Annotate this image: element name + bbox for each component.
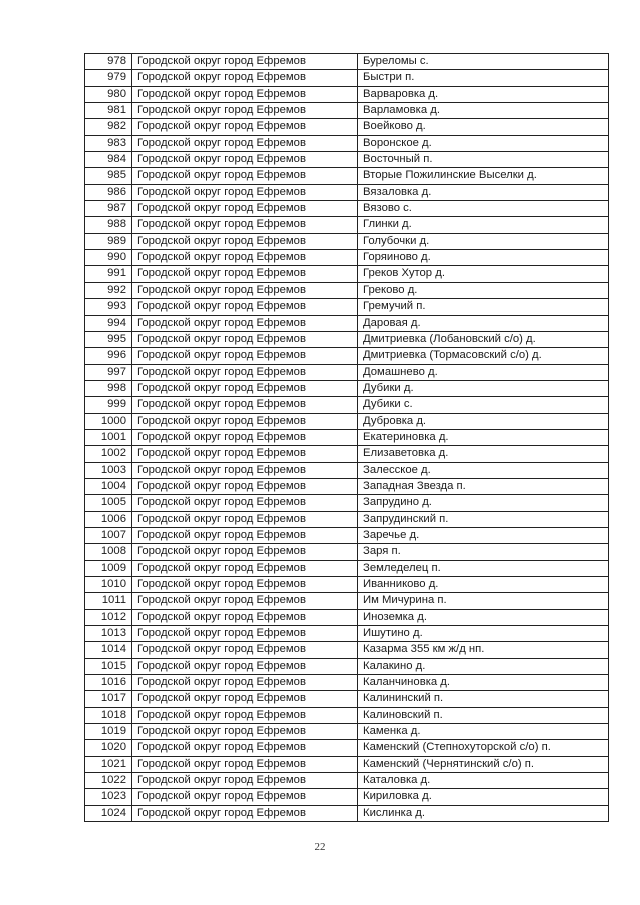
- settlement-cell: Дубики с.: [358, 397, 609, 412]
- settlement-cell: Быстри п.: [358, 70, 609, 85]
- table-row: [85, 119, 609, 135]
- table-row: [85, 201, 609, 217]
- row-number-cell: 1016: [85, 675, 132, 690]
- settlement-cell: Дмитриевка (Тормасовский с/о) д.: [358, 348, 609, 363]
- settlement-cell: Дмитриевка (Лобановский с/о) д.: [358, 332, 609, 347]
- settlement-cell: Казарма 355 км ж/д нп.: [358, 642, 609, 657]
- district-cell: Городской округ город Ефремов: [132, 593, 358, 608]
- settlement-cell: Западная Звезда п.: [358, 479, 609, 494]
- district-cell: Городской округ город Ефремов: [132, 544, 358, 559]
- row-number-cell: 992: [85, 283, 132, 298]
- district-cell: Городской округ город Ефремов: [132, 316, 358, 331]
- district-cell: Городской округ город Ефремов: [132, 757, 358, 772]
- row-number-cell: 1001: [85, 430, 132, 445]
- table-row: [85, 479, 609, 495]
- table-row: [85, 316, 609, 332]
- table-row: [85, 806, 609, 822]
- district-cell: Городской округ город Ефремов: [132, 70, 358, 85]
- table-row: [85, 740, 609, 756]
- row-number-cell: 991: [85, 266, 132, 281]
- row-number-cell: 984: [85, 152, 132, 167]
- table-row: [85, 757, 609, 773]
- settlement-cell: Голубочки д.: [358, 234, 609, 249]
- district-cell: Городской округ город Ефремов: [132, 463, 358, 478]
- settlement-cell: Ишутино д.: [358, 626, 609, 641]
- row-number-cell: 1011: [85, 593, 132, 608]
- settlement-cell: Каменка д.: [358, 724, 609, 739]
- table-row: [85, 299, 609, 315]
- table-row: [85, 577, 609, 593]
- settlement-cell: Кириловка д.: [358, 789, 609, 804]
- table-row: [85, 708, 609, 724]
- table-row: [85, 659, 609, 675]
- table-row: [85, 593, 609, 609]
- district-cell: Городской округ город Ефремов: [132, 234, 358, 249]
- row-number-cell: 1019: [85, 724, 132, 739]
- row-number-cell: 1015: [85, 659, 132, 674]
- settlement-cell: Екатериновка д.: [358, 430, 609, 445]
- row-number-cell: 989: [85, 234, 132, 249]
- district-cell: Городской округ город Ефремов: [132, 512, 358, 527]
- settlement-cell: Дубровка д.: [358, 414, 609, 429]
- settlement-cell: Калининский п.: [358, 691, 609, 706]
- table-row: [85, 217, 609, 233]
- district-cell: Городской округ город Ефремов: [132, 54, 358, 69]
- table-row: [85, 234, 609, 250]
- settlement-cell: Калакино д.: [358, 659, 609, 674]
- district-cell: Городской округ город Ефремов: [132, 397, 358, 412]
- table-row: [85, 626, 609, 642]
- row-number-cell: 1014: [85, 642, 132, 657]
- settlement-cell: Домашнево д.: [358, 365, 609, 380]
- settlement-cell: Варламовка д.: [358, 103, 609, 118]
- table-row: [85, 365, 609, 381]
- table-row: [85, 250, 609, 266]
- district-cell: Городской округ город Ефремов: [132, 561, 358, 576]
- district-cell: Городской округ город Ефремов: [132, 724, 358, 739]
- table-row: [85, 561, 609, 577]
- row-number-cell: 1008: [85, 544, 132, 559]
- settlement-cell: Каланчиновка д.: [358, 675, 609, 690]
- settlement-cell: Калиновский п.: [358, 708, 609, 723]
- row-number-cell: 1013: [85, 626, 132, 641]
- district-cell: Городской округ город Ефремов: [132, 806, 358, 821]
- district-cell: Городской округ город Ефремов: [132, 381, 358, 396]
- table-row: [85, 266, 609, 282]
- table-row: [85, 70, 609, 86]
- settlement-cell: Вязово с.: [358, 201, 609, 216]
- settlement-cell: Каменский (Чернятинский с/о) п.: [358, 757, 609, 772]
- district-cell: Городской округ город Ефремов: [132, 136, 358, 151]
- row-number-cell: 1000: [85, 414, 132, 429]
- table-row: [85, 642, 609, 658]
- district-cell: Городской округ город Ефремов: [132, 201, 358, 216]
- table-row: [85, 610, 609, 626]
- row-number-cell: 998: [85, 381, 132, 396]
- district-cell: Городской округ город Ефремов: [132, 528, 358, 543]
- settlement-cell: Дубики д.: [358, 381, 609, 396]
- table-row: [85, 397, 609, 413]
- table-row: [85, 136, 609, 152]
- district-cell: Городской округ город Ефремов: [132, 119, 358, 134]
- district-cell: Городской округ город Ефремов: [132, 365, 358, 380]
- district-cell: Городской округ город Ефремов: [132, 675, 358, 690]
- district-cell: Городской округ город Ефремов: [132, 299, 358, 314]
- settlement-cell: Буреломы с.: [358, 54, 609, 69]
- table-row: [85, 773, 609, 789]
- page-number: 22: [314, 841, 326, 853]
- settlement-cell: Кислинка д.: [358, 806, 609, 821]
- row-number-cell: 997: [85, 365, 132, 380]
- settlements-table: [84, 53, 609, 822]
- settlement-cell: Вязаловка д.: [358, 185, 609, 200]
- settlement-cell: Греково д.: [358, 283, 609, 298]
- table-row: [85, 789, 609, 805]
- row-number-cell: 994: [85, 316, 132, 331]
- row-number-cell: 982: [85, 119, 132, 134]
- row-number-cell: 985: [85, 168, 132, 183]
- row-number-cell: 996: [85, 348, 132, 363]
- district-cell: Городской округ город Ефремов: [132, 87, 358, 102]
- settlement-cell: Воейково д.: [358, 119, 609, 134]
- table-row: [85, 414, 609, 430]
- district-cell: Городской округ город Ефремов: [132, 708, 358, 723]
- district-cell: Городской округ город Ефремов: [132, 659, 358, 674]
- settlement-cell: Им Мичурина п.: [358, 593, 609, 608]
- district-cell: Городской округ город Ефремов: [132, 283, 358, 298]
- row-number-cell: 1018: [85, 708, 132, 723]
- settlement-cell: Каменский (Степнохуторской с/о) п.: [358, 740, 609, 755]
- table-row: [85, 54, 609, 70]
- row-number-cell: 1020: [85, 740, 132, 755]
- district-cell: Городской округ город Ефремов: [132, 430, 358, 445]
- row-number-cell: 1022: [85, 773, 132, 788]
- settlement-cell: Восточный п.: [358, 152, 609, 167]
- row-number-cell: 995: [85, 332, 132, 347]
- table-row: [85, 691, 609, 707]
- table-row: [85, 528, 609, 544]
- table-row: [85, 430, 609, 446]
- row-number-cell: 1009: [85, 561, 132, 576]
- table-row: [85, 283, 609, 299]
- district-cell: Городской округ город Ефремов: [132, 152, 358, 167]
- row-number-cell: 1003: [85, 463, 132, 478]
- district-cell: Городской округ город Ефремов: [132, 332, 358, 347]
- row-number-cell: 988: [85, 217, 132, 232]
- row-number-cell: 987: [85, 201, 132, 216]
- table-row: [85, 512, 609, 528]
- row-number-cell: 979: [85, 70, 132, 85]
- district-cell: Городской округ город Ефремов: [132, 266, 358, 281]
- table-row: [85, 724, 609, 740]
- district-cell: Городской округ город Ефремов: [132, 446, 358, 461]
- district-cell: Городской округ город Ефремов: [132, 185, 358, 200]
- settlement-cell: Варваровка д.: [358, 87, 609, 102]
- table-row: [85, 185, 609, 201]
- row-number-cell: 978: [85, 54, 132, 69]
- table-row: [85, 446, 609, 462]
- row-number-cell: 1010: [85, 577, 132, 592]
- settlement-cell: Гремучий п.: [358, 299, 609, 314]
- row-number-cell: 1004: [85, 479, 132, 494]
- row-number-cell: 1021: [85, 757, 132, 772]
- row-number-cell: 993: [85, 299, 132, 314]
- district-cell: Городской округ город Ефремов: [132, 348, 358, 363]
- district-cell: Городской округ город Ефремов: [132, 168, 358, 183]
- row-number-cell: 1024: [85, 806, 132, 821]
- row-number-cell: 1017: [85, 691, 132, 706]
- district-cell: Городской округ город Ефремов: [132, 217, 358, 232]
- table-row: [85, 152, 609, 168]
- settlement-cell: Земледелец п.: [358, 561, 609, 576]
- district-cell: Городской округ город Ефремов: [132, 250, 358, 265]
- settlement-cell: Вторые Пожилинские Выселки д.: [358, 168, 609, 183]
- row-number-cell: 980: [85, 87, 132, 102]
- settlement-cell: Иванниково д.: [358, 577, 609, 592]
- district-cell: Городской округ город Ефремов: [132, 740, 358, 755]
- table-row: [85, 348, 609, 364]
- table-row: [85, 103, 609, 119]
- district-cell: Городской округ город Ефремов: [132, 103, 358, 118]
- settlement-cell: Глинки д.: [358, 217, 609, 232]
- settlement-cell: Елизаветовка д.: [358, 446, 609, 461]
- settlement-cell: Запрудино д.: [358, 495, 609, 510]
- row-number-cell: 1005: [85, 495, 132, 510]
- row-number-cell: 1002: [85, 446, 132, 461]
- settlement-cell: Каталовка д.: [358, 773, 609, 788]
- row-number-cell: 1012: [85, 610, 132, 625]
- row-number-cell: 999: [85, 397, 132, 412]
- row-number-cell: 981: [85, 103, 132, 118]
- table-row: [85, 544, 609, 560]
- district-cell: Городской округ город Ефремов: [132, 610, 358, 625]
- row-number-cell: 983: [85, 136, 132, 151]
- settlement-cell: Заречье д.: [358, 528, 609, 543]
- district-cell: Городской округ город Ефремов: [132, 414, 358, 429]
- district-cell: Городской округ город Ефремов: [132, 626, 358, 641]
- table-row: [85, 168, 609, 184]
- row-number-cell: 1006: [85, 512, 132, 527]
- settlement-cell: Запрудинский п.: [358, 512, 609, 527]
- settlement-cell: Залесское д.: [358, 463, 609, 478]
- district-cell: Городской округ город Ефремов: [132, 495, 358, 510]
- row-number-cell: 986: [85, 185, 132, 200]
- table-row: [85, 332, 609, 348]
- row-number-cell: 1023: [85, 789, 132, 804]
- table-row: [85, 463, 609, 479]
- district-cell: Городской округ город Ефремов: [132, 773, 358, 788]
- settlement-cell: Греков Хутор д.: [358, 266, 609, 281]
- table-row: [85, 675, 609, 691]
- table-row: [85, 495, 609, 511]
- district-cell: Городской округ город Ефремов: [132, 479, 358, 494]
- district-cell: Городской округ город Ефремов: [132, 577, 358, 592]
- settlement-cell: Заря п.: [358, 544, 609, 559]
- settlement-cell: Воронское д.: [358, 136, 609, 151]
- table-row: [85, 381, 609, 397]
- district-cell: Городской округ город Ефремов: [132, 642, 358, 657]
- district-cell: Городской округ город Ефремов: [132, 789, 358, 804]
- row-number-cell: 1007: [85, 528, 132, 543]
- district-cell: Городской округ город Ефремов: [132, 691, 358, 706]
- table-row: [85, 87, 609, 103]
- settlement-cell: Горяиново д.: [358, 250, 609, 265]
- settlement-cell: Даровая д.: [358, 316, 609, 331]
- settlement-cell: Иноземка д.: [358, 610, 609, 625]
- row-number-cell: 990: [85, 250, 132, 265]
